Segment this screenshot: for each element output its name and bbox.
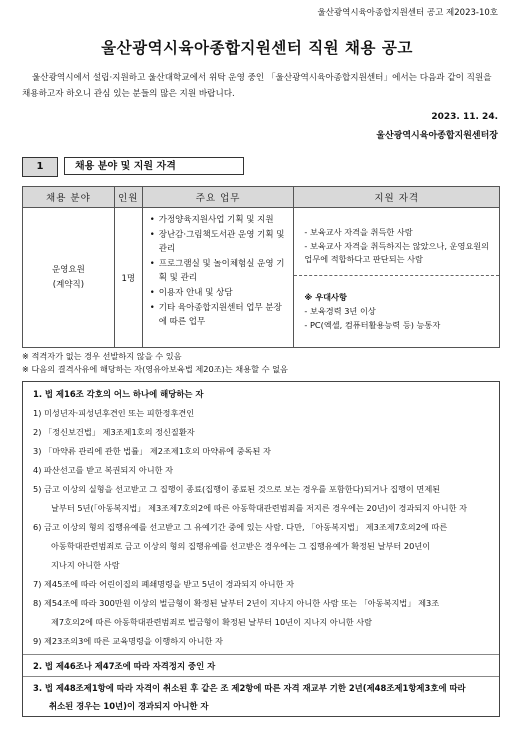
col-header-qualification: 지원 자격: [294, 187, 500, 208]
disq-item-cont: 지나지 아니한 사람: [51, 560, 120, 570]
col-header-area: 채용 분야: [23, 187, 115, 208]
disq-heading-3-cont: 취소된 경우는 10년)이 경과되지 아니한 자: [49, 701, 209, 711]
notice-date: 2023. 11. 24.: [431, 112, 498, 122]
qualification-item: - 보육교사 자격을 취득하지는 않았으나, 운영요원의 업무에 적합하다고 판단되는 사람: [304, 240, 490, 264]
disq-heading-3: 3. 법 제48조제1항에 따라 자격이 취소된 후 같은 조 제2항에 따른 자격 재교부 기한 2년(제48조제1항제3호에 따라: [33, 683, 466, 693]
disq-item: 6) 금고 이상의 형의 집행유예를 선고받고 그 유예기간 중에 있는 사람. 다만, 「아동복지법」 제3조제7호의2에 따른: [33, 522, 448, 532]
duty-item: • 장난감·그림책도서관 운영 기획 및 관리: [150, 228, 289, 257]
disq-item-cont: 제7호의2에 따른 아동학대관련범죄로 벌금형이 확정된 날부터 10년이 지나지 아니한 사람: [51, 617, 373, 627]
recruitment-table: [22, 186, 500, 348]
divider: [23, 676, 499, 677]
disq-heading-2: 2. 법 제46조나 제47조에 따라 자격정지 중인 자: [33, 661, 216, 671]
disq-item: 9) 제23조의3에 따른 교육명령을 이행하지 아니한 자: [33, 636, 223, 646]
preference-title: ※ 우대사항: [304, 292, 347, 302]
col-header-count: 인원: [114, 187, 142, 208]
section-title: 채용 분야 및 지원 자격: [64, 157, 244, 175]
area-cell: [23, 208, 115, 348]
qualification-item: - 보육교사 자격을 취득한 사람: [304, 227, 413, 237]
duties-cell: [142, 208, 294, 348]
note-item: ※ 적격자가 없는 경우 선발하지 않을 수 있음: [22, 351, 182, 361]
page-title: 울산광역시육아종합지원센터 직원 채용 공고: [101, 39, 413, 57]
disq-item: 4) 파산선고를 받고 복권되지 아니한 자: [33, 465, 174, 475]
disq-item: 2) 「정신보건법」 제3조제1호의 정신질환자: [33, 427, 195, 437]
preference-block: [294, 276, 499, 336]
qualification-requirements: [294, 208, 499, 276]
disq-item: 7) 제45조에 따라 어린이집의 폐쇄명령을 받고 5년이 경과되지 아니한 자: [33, 579, 295, 589]
divider: [23, 654, 499, 655]
issuer-name: 울산광역시육아종합지원센터장: [376, 131, 498, 141]
col-header-duties: 주요 업무: [142, 187, 294, 208]
note-item: ※ 다음의 결격사유에 해당하는 자(영유아보육법 제20조)는 채용할 수 없음: [22, 364, 288, 374]
notice-number: 울산광역시육아종합지원센터 공고 제2023-10호: [317, 8, 498, 18]
count-cell: 1명: [114, 208, 142, 348]
qualification-cell: [294, 208, 500, 348]
table-header-row: [23, 187, 500, 208]
section-number: 1: [22, 157, 58, 177]
disq-item-cont: 아동학대관련범죄로 금고 이상의 형의 집행유예를 선고받은 경우에는 그 집행유예가 확정된 날부터 20년이: [51, 541, 431, 551]
duty-item: • 가정양육지원사업 기획 및 지원: [150, 213, 289, 228]
disq-item: 5) 금고 이상의 실형을 선고받고 그 집행이 종료(집행이 종료된 것으로 보는 경우를 포함한다)되거나 집행이 면제된: [33, 484, 441, 494]
table-row: [23, 208, 500, 348]
disq-item: 8) 제54조에 따라 300만원 이상의 벌금형이 확정된 날부터 2년이 지나지 아니한 사람 또는 「아동복지법」 제3조: [33, 598, 440, 608]
preference-item: - 보육경력 3년 이상: [304, 306, 376, 316]
area-type: (계약직): [52, 279, 85, 290]
disq-item: 3) 「마약류 관리에 관한 법률」 제2조제1호의 마약류에 중독된 자: [33, 446, 271, 456]
area-name: 운영요원: [51, 264, 85, 275]
disq-heading-1: 1. 법 제16조 각호의 어느 하나에 해당하는 자: [33, 389, 204, 399]
disq-item: 1) 미성년자·피성년후견인 또는 피한정후견인: [33, 408, 195, 418]
disqualification-box: [22, 381, 500, 717]
duty-item: • 이용자 안내 및 상담: [150, 286, 289, 301]
notes: [22, 350, 288, 376]
disq-item-cont: 날부터 5년(「아동복지법」 제3조제7호의2에 따른 아동학대관련범죄를 저지른 경우에는 20년)이 경과되지 아니한 자: [51, 503, 468, 513]
intro-text: 울산광역시에서 설립·지원하고 울산대학교에서 위탁 운영 중인 「울산광역시육아종합지원센터」에서는 다음과 같이 직원을 채용하고자 하오니 관심 있는 분들의 많은 지원 바랍니다.: [22, 73, 492, 99]
preference-item: - PC(엑셀, 컴퓨터활용능력 등) 능통자: [304, 320, 441, 330]
duty-item: • 기타 육아종합지원센터 업무 분장에 따른 업무: [150, 301, 289, 330]
duty-item: • 프로그램실 및 놀이체험실 운영 기획 및 관리: [150, 257, 289, 286]
